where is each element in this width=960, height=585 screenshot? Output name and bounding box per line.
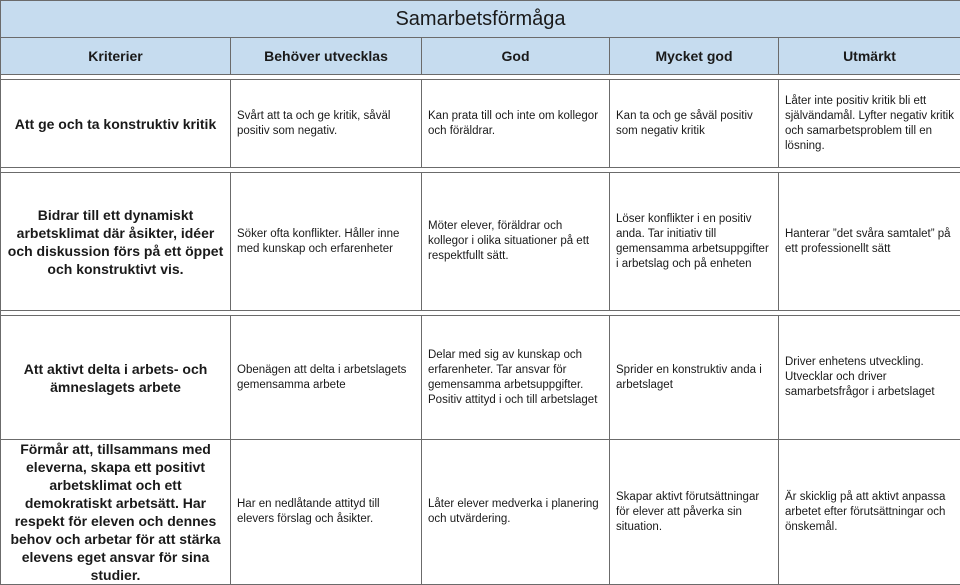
level-cell: Är skicklig på att aktivt anpassa arbetet efter förutsättningar och önskemål. [779,440,960,585]
level-cell: Delar med sig av kunskap och erfarenheter. Tar ansvar för gemensamma arbetsuppgifter. Positiv attityd i och till arbetslaget [422,316,610,440]
header-behover-utvecklas: Behöver utvecklas [231,38,422,75]
level-cell: Sprider en konstruktiv anda i arbetslaget [610,316,779,440]
table-row [1,80,960,168]
level-cell: Låter elever medverka i planering och utvärdering. [422,440,610,585]
criterion-cell: Förmår att, tillsammans med eleverna, skapa ett positivt arbetsklimat och ett demokratiskt arbetsätt. Har respekt för eleven och dennes behov och arbetar för att stärka elevens eget ansvar för sina studier. [1,440,231,585]
level-cell: Driver enhetens utveckling. Utvecklar och driver samarbetsfrågor i arbetslaget [779,316,960,440]
table-row [1,316,960,440]
level-cell: Hanterar ”det svåra samtalet” på ett professionellt sätt [779,173,960,311]
level-cell: Obenägen att delta i arbetslagets gemensamma arbete [231,316,422,440]
header-god: God [422,38,610,75]
level-cell: Kan ta och ge såväl positiv som negativ kritik [610,80,779,168]
level-cell: Kan prata till och inte om kollegor och föräldrar. [422,80,610,168]
table-row [1,173,960,311]
level-cell: Löser konflikter i en positiv anda. Tar initiativ till gemensamma arbetsuppgifter i arbetslag och på enheten [610,173,779,311]
level-cell: Söker ofta konflikter. Håller inne med kunskap och erfarenheter [231,173,422,311]
level-cell: Har en nedlåtande attityd till elevers förslag och åsikter. [231,440,422,585]
level-cell: Svårt att ta och ge kritik, såväl positiv som negativ. [231,80,422,168]
criterion-cell: Att aktivt delta i arbets- och ämneslagets arbete [1,316,231,440]
page-title: Samarbetsförmåga [1,1,960,38]
header-mycket-god: Mycket god [610,38,779,75]
table-row [1,440,960,585]
header-utmarkt: Utmärkt [779,38,960,75]
header-row [1,38,960,75]
level-cell: Möter elever, föräldrar och kollegor i olika situationer på ett respektfullt sätt. [422,173,610,311]
level-cell: Låter inte positiv kritik bli ett självändamål. Lyfter negativ kritik och samarbetsproblem till en lösning. [779,80,960,168]
header-kriterier: Kriterier [1,38,231,75]
level-cell: Skapar aktivt förutsättningar för elever att påverka sin situation. [610,440,779,585]
title-row [1,1,960,38]
criterion-cell: Bidrar till ett dynamiskt arbetsklimat där åsikter, idéer och diskussion förs på ett öppet och konstruktivt vis. [1,173,231,311]
criterion-cell: Att ge och ta konstruktiv kritik [1,80,231,168]
